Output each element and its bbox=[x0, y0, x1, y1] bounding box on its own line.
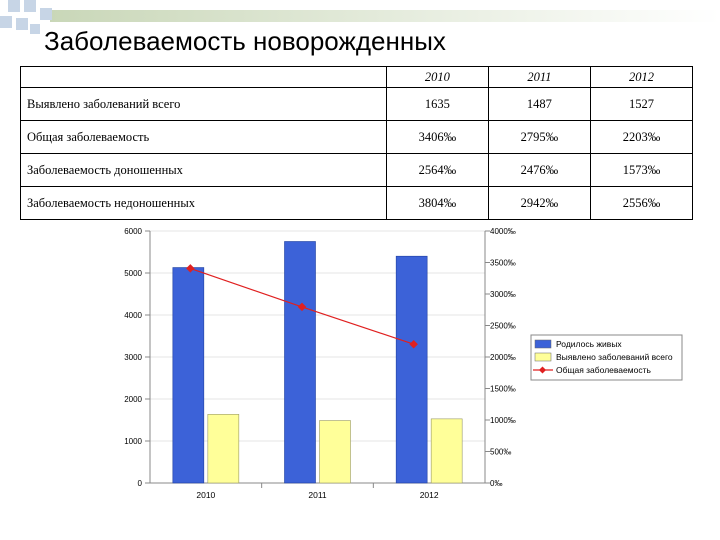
left-tick-label: 4000 bbox=[124, 311, 142, 320]
x-tick-label: 2012 bbox=[419, 490, 439, 500]
legend-swatch bbox=[535, 340, 551, 348]
table-cell: 1527 bbox=[590, 88, 692, 121]
bar-diseases-total bbox=[208, 414, 239, 483]
left-tick-label: 5000 bbox=[124, 269, 142, 278]
left-tick-label: 3000 bbox=[124, 353, 142, 362]
bar-born-alive bbox=[173, 268, 204, 483]
legend-label: Выявлено заболеваний всего bbox=[556, 352, 673, 362]
table-header-cell: 2010 bbox=[386, 67, 488, 88]
right-tick-label: 2000‰ bbox=[490, 353, 516, 362]
right-tick-label: 2500‰ bbox=[490, 321, 516, 331]
right-tick-label: 4000‰ bbox=[490, 227, 516, 236]
table-cell: 1487 bbox=[488, 88, 590, 121]
bar-diseases-total bbox=[320, 421, 351, 483]
legend-label: Общая заболеваемость bbox=[556, 365, 651, 375]
right-tick-label: 3000‰ bbox=[490, 290, 516, 299]
row-label: Общая заболеваемость bbox=[21, 121, 387, 154]
legend-label: Родилось живых bbox=[556, 339, 622, 349]
bar-born-alive bbox=[285, 242, 316, 484]
table-cell: 2476‰ bbox=[488, 154, 590, 187]
x-tick-label: 2011 bbox=[308, 490, 327, 500]
row-label: Заболеваемость недоношенных bbox=[21, 187, 387, 220]
table-cell: 3804‰ bbox=[386, 187, 488, 220]
table-cell: 2556‰ bbox=[590, 187, 692, 220]
right-tick-label: 1500‰ bbox=[490, 384, 516, 394]
left-tick-label: 2000 bbox=[124, 395, 142, 404]
row-label: Заболеваемость доношенных bbox=[21, 154, 387, 187]
bar-diseases-total bbox=[431, 419, 462, 483]
table-cell: 3406‰ bbox=[386, 121, 488, 154]
table-cell: 2203‰ bbox=[590, 121, 692, 154]
table-header-cell: 2012 bbox=[590, 67, 692, 88]
table-cell: 2795‰ bbox=[488, 121, 590, 154]
right-tick-label: 500‰ bbox=[490, 447, 512, 457]
table-cell: 1573‰ bbox=[590, 154, 692, 187]
table-cell: 1635 bbox=[386, 88, 488, 121]
table-cell: 2564‰ bbox=[386, 154, 488, 187]
right-tick-label: 0‰ bbox=[490, 479, 503, 488]
page-title: Заболеваемость новорожденных bbox=[44, 26, 446, 56]
table-cell: 2942‰ bbox=[488, 187, 590, 220]
bar-born-alive bbox=[396, 256, 427, 483]
legend-swatch bbox=[535, 353, 551, 361]
table-header-cell: 2011 bbox=[488, 67, 590, 88]
left-tick-label: 0 bbox=[137, 479, 142, 488]
row-label: Выявлено заболеваний всего bbox=[21, 88, 387, 121]
right-tick-label: 3500‰ bbox=[490, 258, 516, 268]
x-tick-label: 2010 bbox=[196, 490, 216, 500]
right-tick-label: 1000‰ bbox=[490, 416, 516, 425]
left-tick-label: 1000 bbox=[124, 437, 142, 446]
left-tick-label: 6000 bbox=[124, 227, 142, 236]
